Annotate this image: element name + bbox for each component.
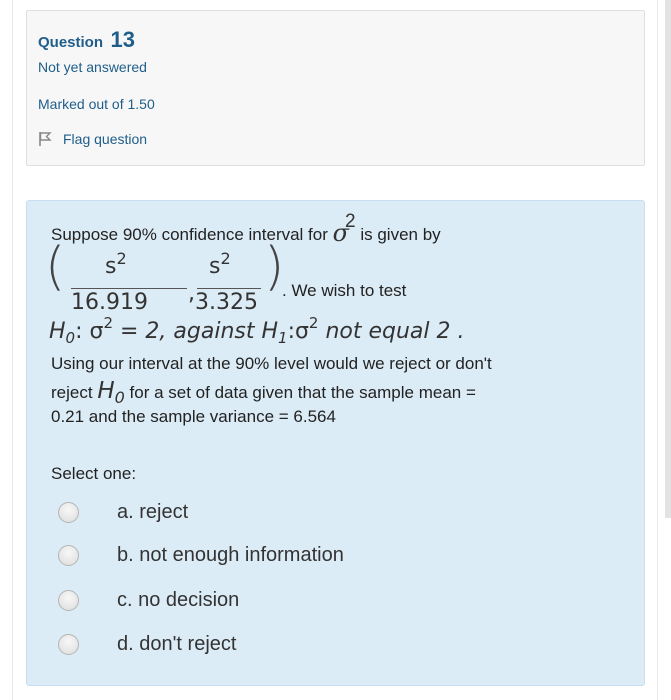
intro-text-b: is given by xyxy=(360,225,441,244)
question-info-panel xyxy=(26,10,645,166)
option-c[interactable] xyxy=(58,589,239,612)
interval-comma: , xyxy=(188,281,195,306)
flag-icon xyxy=(37,131,53,147)
sigma-symbol: σ xyxy=(332,219,350,247)
option-c-label[interactable]: c. no decision xyxy=(117,589,240,611)
right-parenthesis: ) xyxy=(264,237,285,297)
option-a[interactable] xyxy=(58,501,188,524)
test-text: . We wish to test xyxy=(282,281,407,300)
question-title xyxy=(38,27,135,53)
option-b-label[interactable]: b. not enough information xyxy=(117,544,344,566)
radio-button-b[interactable] xyxy=(58,545,79,566)
sigma-exponent: 2 xyxy=(345,211,356,232)
fraction-left-bar xyxy=(71,288,187,289)
fraction-left-denominator: 16.919 xyxy=(71,290,148,315)
fraction-left-numerator: $s^2$ xyxy=(105,249,127,279)
question-intro xyxy=(51,211,441,247)
left-parenthesis: ( xyxy=(45,237,66,297)
select-one-prompt: Select one: xyxy=(51,464,137,483)
question-content-panel xyxy=(26,200,645,686)
hypothesis-statement: $H_0$: $\sigma^2 = 2$, against $H_1:\sigma^2$ not equal 2 . xyxy=(49,314,465,347)
question-number: 13 xyxy=(110,27,135,52)
option-d-label[interactable]: d. don't reject xyxy=(117,633,237,655)
radio-button-d[interactable] xyxy=(58,634,79,655)
question-line-3: 0.21 and the sample variance = 6.564 xyxy=(51,407,336,426)
intro-text-a: Suppose 90% confidence interval for xyxy=(51,225,328,244)
fraction-right-bar xyxy=(197,288,261,289)
option-d[interactable] xyxy=(58,633,236,656)
fraction-right-numerator: $s^2$ xyxy=(209,249,231,279)
flag-question-label: Flag question xyxy=(63,131,148,147)
question-label: Question xyxy=(38,34,104,51)
question-line-2: reject $H_0$ for a set of data given that the sample mean = xyxy=(51,378,476,407)
fraction-right-denominator: 3.325 xyxy=(195,290,258,315)
h0-symbol: $H_0$ xyxy=(97,378,125,407)
option-b[interactable] xyxy=(58,544,344,567)
flag-question-link[interactable] xyxy=(37,131,147,147)
radio-button-c[interactable] xyxy=(58,590,79,611)
radio-button-a[interactable] xyxy=(58,502,79,523)
question-grade: Marked out of 1.50 xyxy=(38,96,155,112)
question-line-1: Using our interval at the 90% level would we reject or don't xyxy=(51,354,492,373)
question-state: Not yet answered xyxy=(38,59,147,75)
scrollbar[interactable] xyxy=(665,0,671,518)
option-a-label[interactable]: a. reject xyxy=(117,501,189,523)
